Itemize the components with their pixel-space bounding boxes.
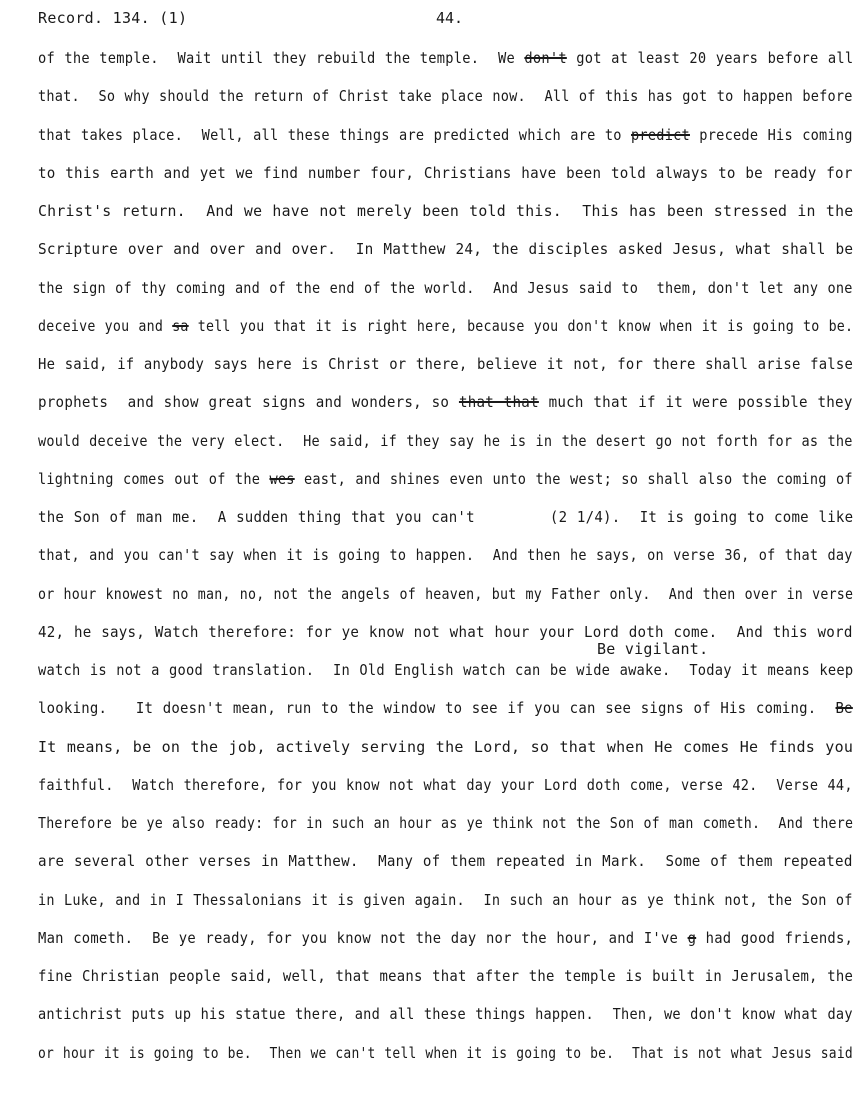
struck-text: predict <box>631 125 690 144</box>
line-text: Man cometh. Be ye ready, for you know not the day nor the hour, and I've <box>38 928 688 947</box>
struck-text: don't <box>524 49 567 67</box>
text-line <box>38 353 853 375</box>
line-text: antichrist puts up his statue there, and all these things happen. Then, we don't know what day <box>38 1005 853 1024</box>
text-line <box>38 200 853 222</box>
line-text: Scripture over and over and over. In Matthew 24, the disciples asked Jesus, what shall be <box>38 240 854 259</box>
line-text: are several other verses in Matthew. Many of them repeated in Mark. Some of them repeated <box>38 852 853 871</box>
text-line <box>38 1042 853 1064</box>
text-line <box>38 812 853 834</box>
text-line <box>38 238 853 260</box>
line-text: to this earth and yet we find number four, Christians have been told always to be ready for <box>38 163 853 182</box>
text-line <box>38 468 853 490</box>
text-line <box>38 1003 853 1025</box>
text-line <box>38 889 853 911</box>
line-text: that, and you can't say when it is going to happen. And then he says, on verse 36, of that day <box>38 546 853 565</box>
struck-text: Be <box>835 699 853 718</box>
line-text: much that if it were possible they <box>538 393 853 412</box>
text-line <box>38 277 853 299</box>
struck-text: g <box>687 928 697 947</box>
line-text: or hour it is going to be. Then we can't tell when it is going to be. That is not what Jesus said <box>38 1043 853 1062</box>
line-text: looking. It doesn't mean, run to the window to see if you can see signs of His coming. <box>38 699 836 718</box>
line-text: He said, if anybody says here is Christ or there, believe it not, for there shall arise false <box>38 355 854 373</box>
text-line <box>38 927 853 949</box>
text-line <box>38 583 853 605</box>
struck-text: sa <box>172 316 189 335</box>
line-text: or hour knowest no man, no, not the angels of heaven, but my Father only. And then over in verse <box>38 584 854 603</box>
line-text: Christ's return. And we have not merely been told this. This has been stressed in the <box>38 202 854 220</box>
line-text: east, and shines even unto the west; so shall also the coming of <box>294 469 853 488</box>
line-text: watch is not a good translation. In Old English watch can be wide awake. Today it means keep <box>38 661 854 679</box>
line-text: 42, he says, Watch therefore: for ye know not what hour your Lord doth come. And this word <box>38 622 853 641</box>
record-label: Record. 134. (1) <box>38 9 188 27</box>
text-line <box>38 850 853 872</box>
text-line <box>38 544 853 566</box>
text-line <box>38 162 853 184</box>
line-text: would deceive the very elect. He said, if they say he is in the desert go not forth for as the <box>38 431 853 450</box>
line-text: that. So why should the return of Christ take place now. All of this has got to happen before <box>38 87 853 106</box>
page-number: 44. <box>436 9 464 27</box>
text-line <box>38 774 853 796</box>
line-text: fine Christian people said, well, that means that after the temple is built in Jerusalem, the <box>38 967 854 985</box>
line-text: the sign of thy coming and of the end of the world. And Jesus said to them, don't let any one <box>38 278 853 297</box>
line-text: Therefore be ye also ready: for in such an hour as ye think not the Son of man cometh. And there <box>38 814 854 832</box>
line-text: of the temple. Wait until they rebuild the temple. We <box>38 49 525 67</box>
text-line <box>38 315 853 337</box>
text-line <box>38 430 853 452</box>
line-text: (2 1/4). It is going to come like <box>549 508 854 526</box>
text-line <box>38 659 853 681</box>
line-text: in Luke, and in I Thessalonians it is given again. In such an hour as ye think not, the Son of <box>38 890 853 909</box>
text-line <box>38 391 853 413</box>
line-text: got at least 20 years before all <box>566 49 854 67</box>
text-line <box>38 47 853 69</box>
line-text: tell you that it is right here, because you don't know when it is going to be. <box>188 316 854 335</box>
line-text: lightning comes out of the <box>38 469 270 488</box>
line-text: prophets and show great signs and wonders, so <box>38 393 459 412</box>
text-line <box>38 736 853 758</box>
text-line <box>38 621 853 643</box>
line-text: deceive you and <box>38 316 173 335</box>
text-line <box>38 965 853 987</box>
line-text: precede His coming <box>689 125 853 144</box>
text-line <box>38 124 853 146</box>
text-line <box>38 697 853 719</box>
struck-text: wes <box>269 469 295 488</box>
line-text: It means, be on the job, actively serving the Lord, so that when He comes He finds you <box>38 737 854 756</box>
line-text: faithful. Watch therefore, for you know not what day your Lord doth come, verse 42. Verse 44, <box>38 775 853 794</box>
line-text: the Son of man me. A sudden thing that you can't <box>38 508 475 526</box>
line-text: had good friends, <box>696 928 854 947</box>
text-line <box>38 85 853 107</box>
struck-text: that that <box>458 393 539 412</box>
line-text: that takes place. Well, all these things are predicted which are to <box>38 125 632 144</box>
handwritten-insertion: Be vigilant. <box>597 640 709 658</box>
text-line <box>38 506 853 528</box>
